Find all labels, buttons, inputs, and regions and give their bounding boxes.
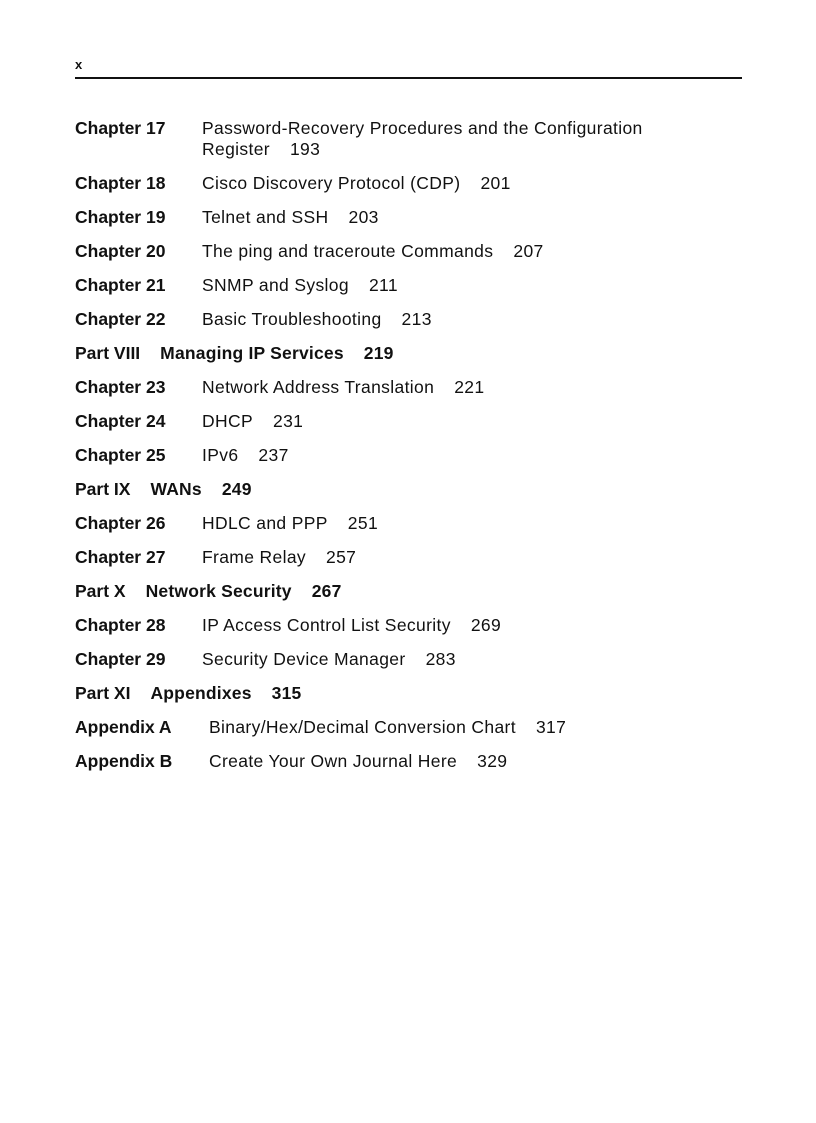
- toc-entry-label: Chapter 26: [75, 513, 166, 533]
- toc-entry-label: Chapter 27: [75, 547, 166, 567]
- toc-entry-label: Part VIII: [75, 343, 141, 363]
- toc-entry-page-number: 269: [470, 615, 502, 635]
- toc-entry-title: Binary/Hex/Decimal Conversion Chart: [209, 717, 516, 737]
- toc-entry-body: [202, 513, 742, 534]
- toc-entry-page-number: 317: [535, 717, 567, 737]
- toc-entry-title: Network Address Translation: [202, 377, 435, 397]
- toc-entry-body: [202, 615, 742, 636]
- toc-entry-label: Appendix A: [75, 717, 172, 737]
- toc-entry-page-number: 257: [326, 547, 357, 567]
- toc-entry-page-number: 231: [273, 411, 304, 431]
- toc-entry-title: HDLC and PPP: [202, 513, 328, 533]
- toc-entry-body: [150, 683, 742, 704]
- toc-entry-page-number: 203: [348, 207, 379, 227]
- toc-entry-title: Frame Relay: [202, 547, 307, 567]
- toc-entry-label: Chapter 20: [75, 241, 166, 261]
- toc-entry-page-number: 221: [454, 377, 485, 397]
- toc-entry-title: Security Device Manager: [202, 649, 406, 669]
- toc-entry-chapter: [75, 513, 742, 534]
- toc-entry-title: Password-Recovery Procedures and the Configuration Register: [202, 118, 643, 159]
- toc-entry-page-number: 207: [513, 241, 544, 261]
- toc-entry-title: IP Access Control List Security: [202, 615, 451, 635]
- toc-entry-title: Appendixes: [150, 683, 252, 703]
- toc-entry-part: [75, 581, 742, 602]
- toc-entry-label: Part XI: [75, 683, 131, 703]
- toc-entry-body: [202, 207, 742, 228]
- toc-entry-chapter: [75, 207, 742, 228]
- toc-entry-label: Chapter 21: [75, 275, 166, 295]
- toc-entry-chapter: [75, 615, 742, 636]
- toc-entry-body: [202, 309, 742, 330]
- toc-entry-title: IPv6: [202, 445, 239, 465]
- toc-entry-title: Telnet and SSH: [202, 207, 329, 227]
- toc-entry-label: Part IX: [75, 479, 131, 499]
- toc-entry-label: Chapter 28: [75, 615, 166, 635]
- table-of-contents: [75, 118, 742, 785]
- toc-entry-body: [202, 173, 742, 194]
- toc-entry-title: Managing IP Services: [160, 343, 344, 363]
- toc-entry-page-number: 329: [477, 751, 508, 771]
- toc-entry-part: [75, 683, 742, 704]
- toc-entry-title: DHCP: [202, 411, 253, 431]
- toc-entry-chapter: [75, 445, 742, 466]
- toc-entry-label: Chapter 29: [75, 649, 166, 669]
- toc-entry-body: [202, 649, 742, 670]
- toc-entry-body: [202, 275, 742, 296]
- toc-entry-body: [150, 479, 742, 500]
- toc-entry-page-number: 213: [401, 309, 432, 329]
- toc-entry-label: Chapter 25: [75, 445, 166, 465]
- toc-entry-title: Network Security: [145, 581, 292, 601]
- toc-entry-body: [209, 717, 742, 738]
- toc-entry-page-number: 201: [480, 173, 511, 193]
- page-number: x: [75, 57, 83, 72]
- toc-entry-page-number: 249: [221, 479, 252, 499]
- toc-entry-title: WANs: [150, 479, 202, 499]
- toc-entry-body: [202, 445, 742, 466]
- toc-entry-label: Chapter 19: [75, 207, 166, 227]
- toc-entry-body: [202, 118, 742, 160]
- toc-entry-label: Chapter 24: [75, 411, 166, 431]
- toc-entry-page-number: 251: [347, 513, 379, 533]
- toc-entry-page-number: 267: [311, 581, 342, 601]
- toc-entry-part: [75, 479, 742, 500]
- toc-entry-body: [160, 343, 742, 364]
- toc-entry-label: Chapter 18: [75, 173, 166, 193]
- toc-entry-body: [202, 411, 742, 432]
- toc-entry-body: [209, 751, 742, 772]
- toc-entry-chapter: [75, 547, 742, 568]
- toc-entry-page-number: 211: [368, 275, 398, 295]
- toc-entry-chapter: [75, 241, 742, 262]
- toc-entry-label: Appendix B: [75, 751, 173, 771]
- toc-entry-appendix: [75, 751, 742, 772]
- toc-entry-page-number: 219: [363, 343, 394, 363]
- toc-entry-chapter: [75, 649, 742, 670]
- toc-entry-title: SNMP and Syslog: [202, 275, 349, 295]
- toc-entry-part: [75, 343, 742, 364]
- toc-entry-page-number: 193: [289, 139, 321, 159]
- toc-entry-page-number: 283: [425, 649, 456, 669]
- header-rule: [75, 77, 742, 79]
- toc-entry-appendix: [75, 717, 742, 738]
- toc-entry-chapter: [75, 173, 742, 194]
- toc-entry-title: Basic Troubleshooting: [202, 309, 382, 329]
- toc-entry-page-number: 237: [258, 445, 289, 465]
- toc-entry-body: [202, 241, 742, 262]
- toc-entry-body: [202, 377, 742, 398]
- toc-entry-title: The ping and traceroute Commands: [202, 241, 494, 261]
- toc-entry-chapter: [75, 411, 742, 432]
- toc-entry-chapter: [75, 309, 742, 330]
- toc-entry-title: Cisco Discovery Protocol (CDP): [202, 173, 461, 193]
- toc-entry-label: Chapter 23: [75, 377, 166, 397]
- toc-entry-label: Chapter 22: [75, 309, 166, 329]
- toc-entry-label: Chapter 17: [75, 118, 166, 138]
- toc-entry-label: Part X: [75, 581, 126, 601]
- toc-entry-page-number: 315: [271, 683, 302, 703]
- toc-entry-chapter: [75, 118, 742, 160]
- toc-entry-body: [202, 547, 742, 568]
- toc-entry-title: Create Your Own Journal Here: [209, 751, 458, 771]
- toc-entry-chapter: [75, 377, 742, 398]
- toc-entry-chapter: [75, 275, 742, 296]
- toc-entry-body: [146, 581, 742, 602]
